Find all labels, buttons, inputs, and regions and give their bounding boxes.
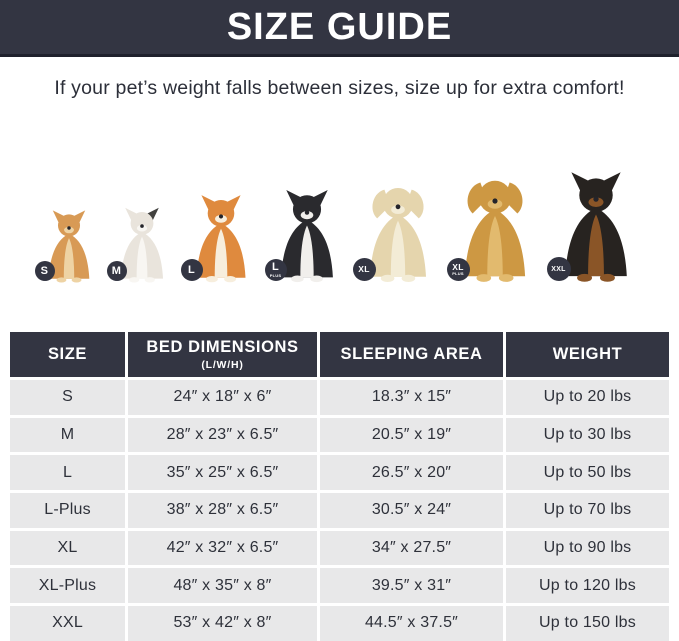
- size-cell: XXL: [10, 606, 125, 641]
- sleeping-area-cell: 26.5″ x 20″: [320, 455, 503, 490]
- weight-cell: Up to 120 lbs: [506, 568, 669, 603]
- size-badge-label: L: [271, 261, 280, 273]
- dog-figure-golden-retriever: [452, 151, 538, 284]
- sleeping-area-cell: 18.3″ x 15″: [320, 380, 503, 415]
- dog-figure-pomeranian: [40, 196, 98, 284]
- column-header-weight: [506, 332, 669, 377]
- bed-dimensions-cell: 42″ x 32″ x 6.5″: [128, 531, 317, 566]
- dog-figure-labrador: [358, 160, 438, 284]
- column-header-bed-label: BED DIMENSIONS: [146, 338, 299, 356]
- bed-dimensions-cell: 53″ x 42″ x 8″: [128, 606, 317, 641]
- size-cell: S: [10, 380, 125, 415]
- bed-dimensions-cell: 48″ x 35″ x 8″: [128, 568, 317, 603]
- size-cell: L: [10, 455, 125, 490]
- weight-cell: Up to 150 lbs: [506, 606, 669, 641]
- sleeping-area-cell: 34″ x 27.5″: [320, 531, 503, 566]
- size-badge-label: XL: [452, 261, 464, 272]
- size-badge-label: L: [187, 263, 196, 276]
- subtitle-text: If your pet’s weight falls between sizes, size up for extra comfort!: [54, 77, 625, 99]
- dog-figure-doberman: [552, 139, 640, 284]
- size-badge: [353, 258, 376, 281]
- bed-dimensions-cell: 35″ x 25″ x 6.5″: [128, 455, 317, 490]
- column-header-sleeping-area: [320, 332, 503, 377]
- column-header-bed-dimensions: [128, 332, 317, 377]
- weight-cell: Up to 20 lbs: [506, 380, 669, 415]
- dog-figure-border-collie: [270, 167, 344, 284]
- dog-size-lineup: [0, 124, 679, 284]
- sleeping-area-cell: 39.5″ x 31″: [320, 568, 503, 603]
- bed-dimensions-cell: 28″ x 23″ x 6.5″: [128, 418, 317, 453]
- size-badge: [181, 259, 203, 281]
- sleeping-area-cell: 30.5″ x 24″: [320, 493, 503, 528]
- size-badge-sublabel: PLUS: [452, 271, 464, 277]
- page-title: SIZE GUIDE: [226, 5, 453, 48]
- size-cell: XL-Plus: [10, 568, 125, 603]
- size-badge: [35, 261, 55, 281]
- column-header-size-label: SIZE: [47, 345, 88, 363]
- weight-cell: Up to 70 lbs: [506, 493, 669, 528]
- size-badge: [265, 259, 287, 281]
- size-badge-label: XL: [358, 264, 370, 275]
- weight-cell: Up to 90 lbs: [506, 531, 669, 566]
- size-badge-label: XXL: [551, 265, 566, 273]
- weight-cell: Up to 30 lbs: [506, 418, 669, 453]
- dog-figure-french-bulldog: [112, 189, 172, 284]
- weight-cell: Up to 50 lbs: [506, 455, 669, 490]
- sleeping-area-cell: 20.5″ x 19″: [320, 418, 503, 453]
- column-header-sleeping-label: SLEEPING AREA: [340, 345, 483, 363]
- size-badge-sublabel: PLUS: [269, 273, 282, 278]
- column-header-bed-sublabel: (L/W/H): [201, 359, 244, 371]
- size-badge: [447, 258, 470, 281]
- bed-dimensions-cell: 38″ x 28″ x 6.5″: [128, 493, 317, 528]
- bed-dimensions-cell: 24″ x 18″ x 6″: [128, 380, 317, 415]
- size-badge-label: M: [111, 264, 122, 277]
- size-badge-label: S: [40, 264, 49, 277]
- size-table: [10, 332, 669, 641]
- size-badge: [107, 261, 127, 281]
- dog-figure-shiba-inu: [186, 174, 256, 284]
- size-cell: M: [10, 418, 125, 453]
- size-guide-banner: [0, 0, 679, 57]
- column-header-weight-label: WEIGHT: [552, 345, 623, 363]
- size-cell: L-Plus: [10, 493, 125, 528]
- sleeping-area-cell: 44.5″ x 37.5″: [320, 606, 503, 641]
- size-badge: [547, 257, 571, 281]
- column-header-size: [10, 332, 125, 377]
- size-cell: XL: [10, 531, 125, 566]
